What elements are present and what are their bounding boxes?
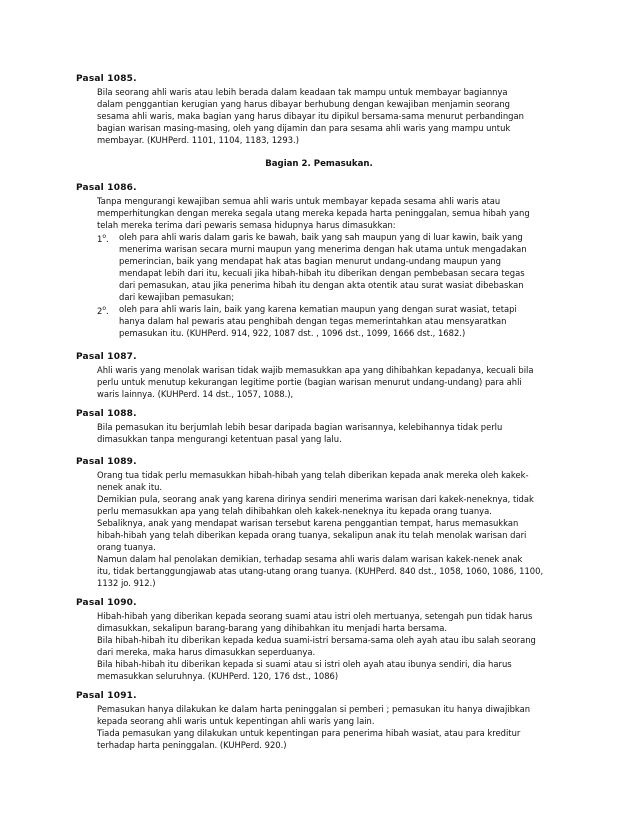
article-heading: Pasal 1086. bbox=[76, 183, 137, 193]
article-heading: Pasal 1091. bbox=[76, 691, 137, 701]
article-text-line: hibah-hibah yang telah diberikan kepada orang tuanya, sekalipun anak itu telah menolak warisan dari bbox=[97, 530, 527, 540]
list-item-line: pemerincian, baik yang mendapat hak atas bagian menurut undang-undang maupun yang bbox=[119, 256, 501, 266]
article-text-line: dimasukkan, sekalipun barang-barang yang dihibahkan itu menjadi harta bersama. bbox=[97, 623, 447, 633]
article-text-line: bagian warisan masing-masing, oleh yang dijamin dan para sesama ahli waris yang mampu untuk bbox=[97, 123, 511, 133]
article-heading: Pasal 1085. bbox=[76, 74, 137, 84]
article-text-line: memasukkan seluruhnya. (KUHPerd. 120, 176 dst., 1086) bbox=[97, 671, 339, 681]
list-number: 2$^o$. bbox=[97, 305, 109, 316]
article-text-line: Tanpa mengurangi kewajiban semua ahli waris untuk membayar kepada sesama ahli waris atau bbox=[97, 196, 501, 206]
article-text-line: Ahli waris yang menolak warisan tidak wajib memasukkan apa yang dihibahkan kepadanya, kecuali bila bbox=[97, 365, 534, 375]
article-text-line: kepada seorang ahli waris untuk kepentingan ahli waris yang lain. bbox=[97, 716, 375, 726]
list-item-line: oleh para ahli waris dalam garis ke bawah, baik yang sah maupun yang di luar kawin, baik yang bbox=[119, 232, 523, 242]
article-text-line: Hibah-hibah yang diberikan kepada seorang suami atau istri oleh mertuanya, setengah pun tidak harus bbox=[97, 611, 533, 621]
list-item-line: oleh para ahli waris lain, baik yang karena kematian maupun yang dengan surat wasiat, tetapi bbox=[119, 304, 517, 314]
article-text-line: perlu untuk menutup kekurangan legitime portie (bagian warisan menurut undang-undang) para ahli bbox=[97, 377, 522, 387]
article-text-line: Bila hibah-hibah itu diberikan kepada kedua suami-istri bersama-sama oleh ayah atau ibu salah seorang bbox=[97, 635, 536, 645]
article-text-line: Orang tua tidak perlu memasukkan hibah-hibah yang telah diberikan kepada anak mereka oleh kakek- bbox=[97, 470, 529, 480]
article-text-line: Pemasukan hanya dilakukan ke dalam harta peninggalan si pemberi ; pemasukan itu hanya diwajibkan bbox=[97, 704, 531, 714]
article-heading: Pasal 1088. bbox=[76, 409, 137, 419]
list-item-line: hanya dalam hal pewaris atau penghibah dengan tegas memerintahkan atau mensyaratkan bbox=[119, 316, 507, 326]
article-text-line: nenek anak itu. bbox=[97, 482, 163, 492]
article-text-line: telah mereka terima dari pewaris semasa hidupnya harus dimasukkan: bbox=[97, 220, 396, 230]
article-text-line: Sebaliknya, anak yang mendapat warisan tersebut karena penggantian tempat, harus memasukkan bbox=[97, 518, 519, 528]
article-text-line: sesama ahli waris, maka bagian yang harus dibayar itu dipikul bersama-sama menurut perbandingan bbox=[97, 111, 524, 121]
article-text-line: itu, tidak bertanggungjawab atas utang-utang orang tuanya. (KUHPerd. 840 dst., 1058, 1060, 1086, 1100, bbox=[97, 566, 544, 576]
article-text-line: perlu memasukkan apa yang telah dihibahkan oleh kakek-neneknya itu kepada orang tuanya. bbox=[97, 506, 492, 516]
list-item-line: dari kewajiban pemasukan; bbox=[119, 292, 235, 302]
list-item-line: dari pemasukan, atau jika penerima hibah itu dengan akta otentik atau surat wasiat dibebaskan bbox=[119, 280, 524, 290]
article-text-line: terhadap harta peninggalan. (KUHPerd. 920.) bbox=[97, 740, 287, 750]
article-text-line: membayar. (KUHPerd. 1101, 1104, 1183, 1293.) bbox=[97, 135, 299, 145]
article-text-line: memperhitungkan dengan mereka segala utang mereka kepada harta peninggalan, semua hibah yang bbox=[97, 208, 530, 218]
list-number: 1$^o$. bbox=[97, 233, 109, 244]
article-heading: Pasal 1089. bbox=[76, 457, 137, 467]
article-text-line: Tiada pemasukan yang dilakukan untuk kepentingan para penerima hibah wasiat, atau para kreditur bbox=[97, 728, 521, 738]
article-text-line: dalam penggantian kerugian yang harus dibayar berhubung dengan kewajiban menjamin seorang bbox=[97, 99, 510, 109]
part-heading: Bagian 2. Pemasukan. bbox=[265, 159, 373, 169]
article-text-line: Bila hibah-hibah itu diberikan kepada si suami atau si istri oleh ayah atau ibunya sendiri, dia harus bbox=[97, 659, 512, 669]
article-text-line: orang tuanya. bbox=[97, 542, 156, 552]
article-heading: Pasal 1090. bbox=[76, 598, 137, 608]
article-heading: Pasal 1087. bbox=[76, 352, 137, 362]
article-text-line: Bila seorang ahli waris atau lebih berada dalam keadaan tak mampu untuk membayar bagiannya bbox=[97, 87, 508, 97]
list-item-line: pemasukan itu. (KUHPerd. 914, 922, 1087 dst. , 1096 dst., 1099, 1666 dst., 1682.) bbox=[119, 328, 466, 338]
article-text-line: 1132 jo. 912.) bbox=[97, 578, 156, 588]
list-item-line: menerima warisan secara murni maupun yang menerima dengan hak utama untuk mengadakan bbox=[119, 244, 527, 254]
article-text-line: Namun dalam hal penolakan demikian, terhadap sesama ahli waris dalam warisan kakek-nenek anak bbox=[97, 554, 523, 564]
list-item-line: mendapat lebih dari itu, kecuali jika hibah-hibah itu diberikan dengan pembebasan secara tegas bbox=[119, 268, 525, 278]
article-text-line: dimasukkan tanpa mengurangi ketentuan pasal yang lalu. bbox=[97, 434, 342, 444]
article-text-line: waris lainnya. (KUHPerd. 14 dst., 1057, 1088.), bbox=[97, 389, 294, 399]
article-text-line: Bila pemasukan itu berjumlah lebih besar daripada bagian warisannya, kelebihannya tidak perlu bbox=[97, 422, 503, 432]
article-text-line: Demikian pula, seorang anak yang karena dirinya sendiri menerima warisan dari kakek-neneknya, tidak bbox=[97, 494, 534, 504]
article-text-line: dari mereka, maka harus dimasukkan seperduanya. bbox=[97, 647, 316, 657]
